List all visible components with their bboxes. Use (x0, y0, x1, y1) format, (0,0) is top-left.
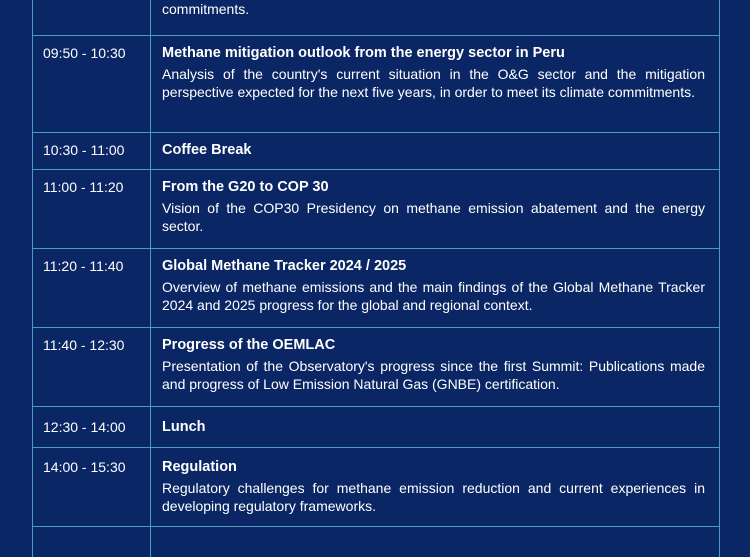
agenda-row (33, 0, 719, 36)
session-content (151, 36, 719, 132)
agenda-row (33, 170, 719, 249)
session-time (33, 527, 151, 557)
agenda-table (32, 0, 720, 557)
session-content (151, 133, 719, 169)
agenda-row (33, 249, 719, 328)
session-content (151, 448, 719, 526)
session-description: Analysis of the country's current situation in the O&G sector and the mitigation perspective expected for the next five years, in order to meet its climate commitments. (162, 66, 705, 100)
session-description: commitments. (162, 0, 250, 17)
session-title: Progress of the OEMLAC (162, 337, 336, 353)
session-description: Regulatory challenges for methane emission reduction and current experiences in developing regulatory frameworks. (162, 480, 705, 514)
session-time: 12:30 - 14:00 (33, 407, 151, 447)
session-content (151, 328, 719, 406)
session-description: Presentation of the Observatory's progress since the first Summit: Publications made and progress of Low Emission Natural Gas (GNBE) certification. (162, 358, 705, 392)
session-title: Coffee Break (162, 142, 252, 158)
agenda-row (33, 133, 719, 170)
session-title: From the G20 to COP 30 (162, 179, 329, 195)
agenda-row (33, 527, 719, 557)
session-description: Vision of the COP30 Presidency on methane emission abatement and the energy sector. (162, 200, 705, 234)
session-content (151, 170, 719, 248)
session-title: Lunch (162, 419, 206, 435)
session-time: 14:00 - 15:30 (33, 448, 151, 526)
session-time: 11:40 - 12:30 (33, 328, 151, 406)
session-time (33, 0, 151, 35)
session-description: Overview of methane emissions and the main findings of the Global Methane Tracker 2024 and 2025 progress for the global and regional context. (162, 279, 705, 313)
session-time: 11:00 - 11:20 (33, 170, 151, 248)
session-content (151, 407, 719, 447)
session-content (151, 0, 719, 35)
session-time: 11:20 - 11:40 (33, 249, 151, 327)
agenda-row (33, 36, 719, 133)
session-title: Regulation (162, 459, 237, 475)
agenda-row (33, 407, 719, 448)
session-time: 09:50 - 10:30 (33, 36, 151, 132)
session-time: 10:30 - 11:00 (33, 133, 151, 169)
agenda-row (33, 328, 719, 407)
session-content (151, 249, 719, 327)
session-title: Global Methane Tracker 2024 / 2025 (162, 258, 407, 274)
agenda-row (33, 448, 719, 527)
session-title: Methane mitigation outlook from the energy sector in Peru (162, 45, 565, 61)
session-content (151, 527, 719, 557)
